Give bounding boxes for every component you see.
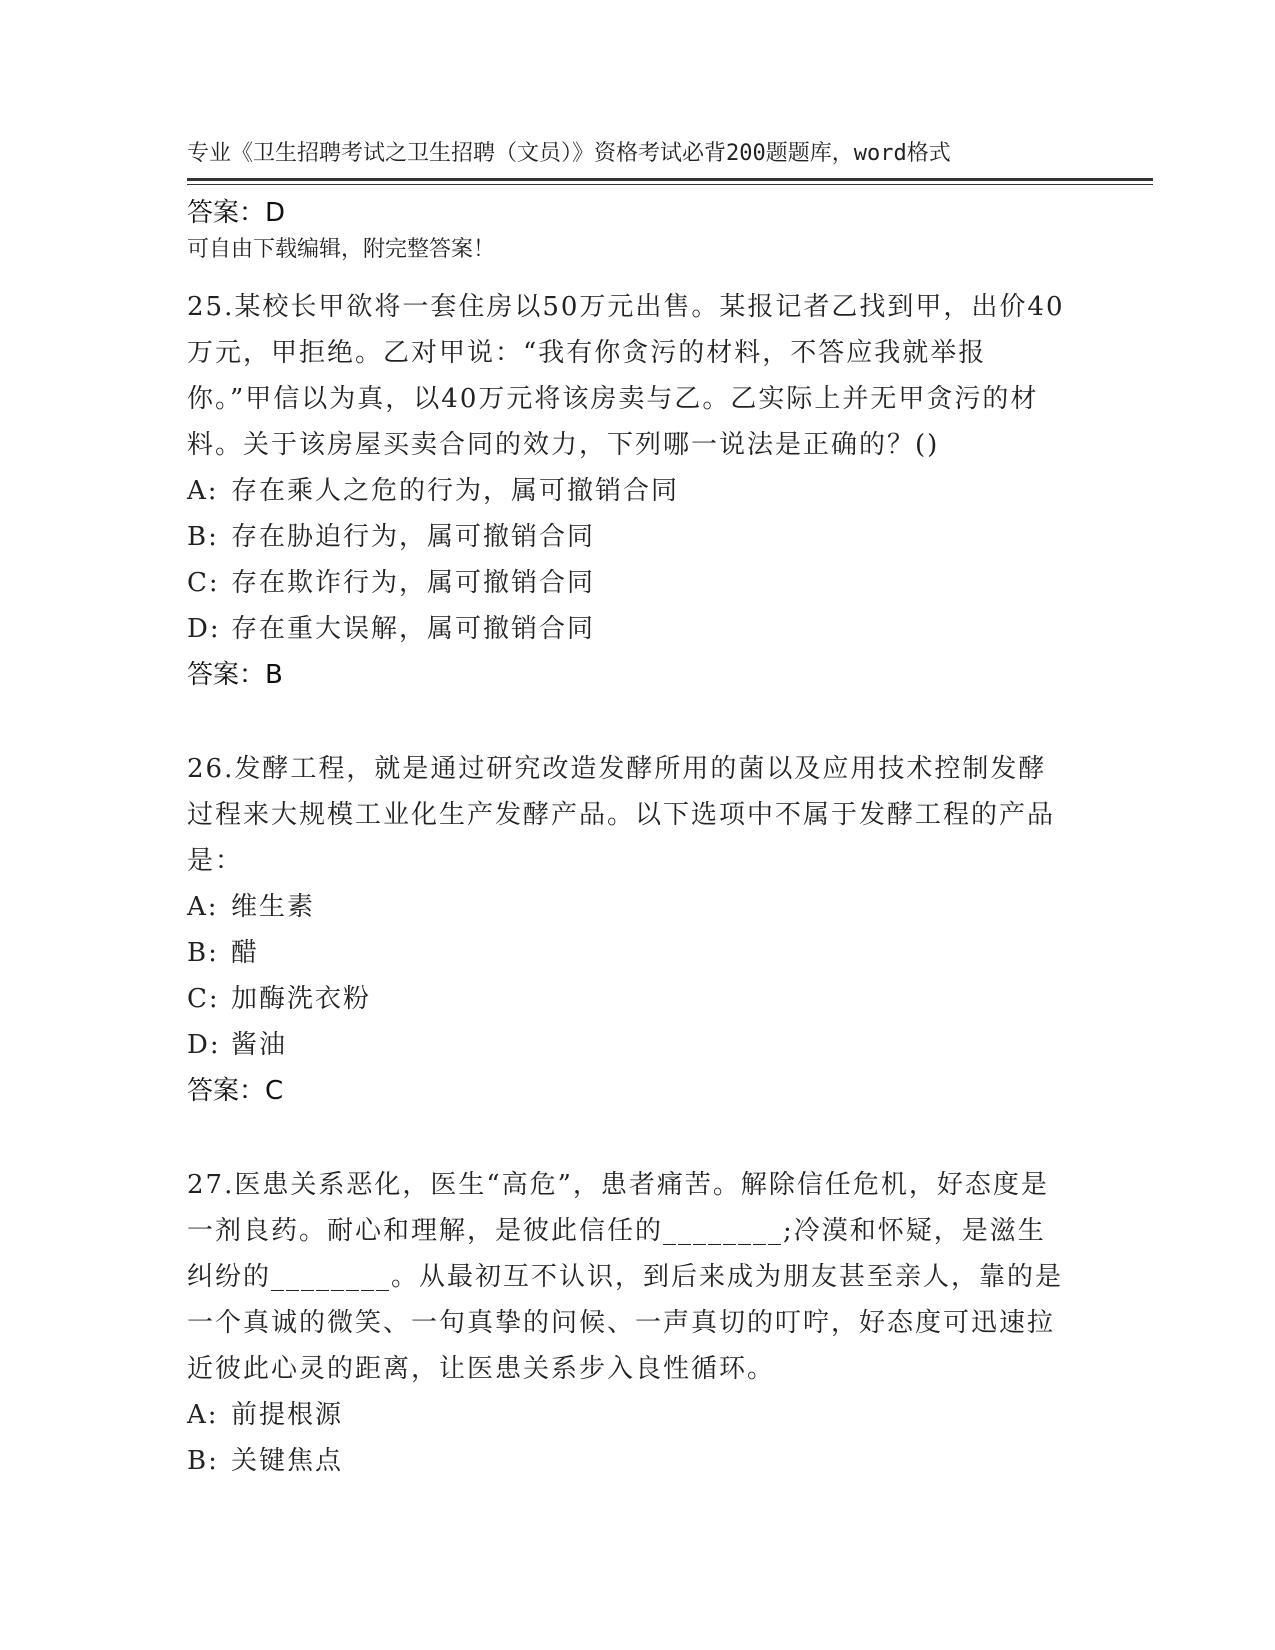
- header-line-1: 专业《卫生招聘考试之卫生招聘（文员）》资格考试必背200题题库，word格式: [187, 141, 951, 166]
- option-letter: C:: [187, 984, 220, 1014]
- option-letter: B:: [187, 522, 219, 552]
- option-d: [187, 1022, 1067, 1068]
- document-body: [187, 190, 1067, 1484]
- option-b: [187, 930, 1067, 976]
- option-letter: A:: [187, 476, 219, 506]
- option-letter: A:: [187, 892, 219, 922]
- option-text: 加酶洗衣粉: [231, 984, 372, 1014]
- option-text: 醋: [231, 938, 260, 968]
- option-letter: D:: [187, 614, 221, 644]
- option-b: [187, 514, 1067, 560]
- question-text: 27.医患关系恶化，医生“高危”，患者痛苦。解除信任危机，好态度是一剂良药。耐心和理解，是彼此信任的________;冷漠和怀疑，是滋生纠纷的________。从最初互不认识，到后来成为朋友甚至亲人，靠的是一个真诚的微笑、一句真挚的问候、一声真切的叮咛，好态度可迅速拉近彼此心灵的距离，让医患关系步入良性循环。: [187, 1170, 1064, 1384]
- option-text: 维生素: [231, 892, 316, 922]
- option-text: 存在胁迫行为，属可撤销合同: [231, 522, 596, 552]
- header-rule-thick: [187, 178, 1153, 181]
- header-line-2: 可自由下载编辑，附完整答案！: [187, 237, 496, 262]
- option-a: [187, 884, 1067, 930]
- previous-answer: 答案：D: [187, 198, 286, 228]
- option-letter: D:: [187, 1030, 221, 1060]
- option-c: [187, 976, 1067, 1022]
- option-text: 存在欺诈行为，属可撤销合同: [231, 568, 596, 598]
- option-d: [187, 606, 1067, 652]
- option-letter: B:: [187, 938, 219, 968]
- option-a: [187, 1392, 1067, 1438]
- answer: 答案：B: [187, 660, 283, 690]
- option-text: 存在重大误解，属可撤销合同: [231, 614, 596, 644]
- option-text: 关键焦点: [231, 1446, 344, 1476]
- option-c: [187, 560, 1067, 606]
- option-text: 存在乘人之危的行为，属可撤销合同: [231, 476, 680, 506]
- option-text: 前提根源: [231, 1400, 344, 1430]
- answer: 答案：C: [187, 1076, 284, 1106]
- question-26: [187, 746, 1067, 1114]
- option-a: [187, 468, 1067, 514]
- question-text: 26.发酵工程，就是通过研究改造发酵所用的菌以及应用技术控制发酵过程来大规模工业化生产发酵产品。以下选项中不属于发酵工程的产品是：: [187, 754, 1056, 876]
- option-text: 酱油: [231, 1030, 288, 1060]
- header-rule-thin: [187, 184, 1153, 185]
- question-27: [187, 1162, 1067, 1484]
- option-letter: C:: [187, 568, 220, 598]
- option-letter: B:: [187, 1446, 219, 1476]
- option-b: [187, 1438, 1067, 1484]
- option-letter: A:: [187, 1400, 219, 1430]
- question-25: [187, 284, 1067, 698]
- question-text: 25.某校长甲欲将一套住房以50万元出售。某报记者乙找到甲，出价40万元，甲拒绝。乙对甲说：“我有你贪污的材料，不答应我就举报你。”甲信以为真，以40万元将该房卖与乙。乙实际上并无甲贪污的材料。关于该房屋买卖合同的效力，下列哪一说法是正确的？(): [187, 292, 1065, 460]
